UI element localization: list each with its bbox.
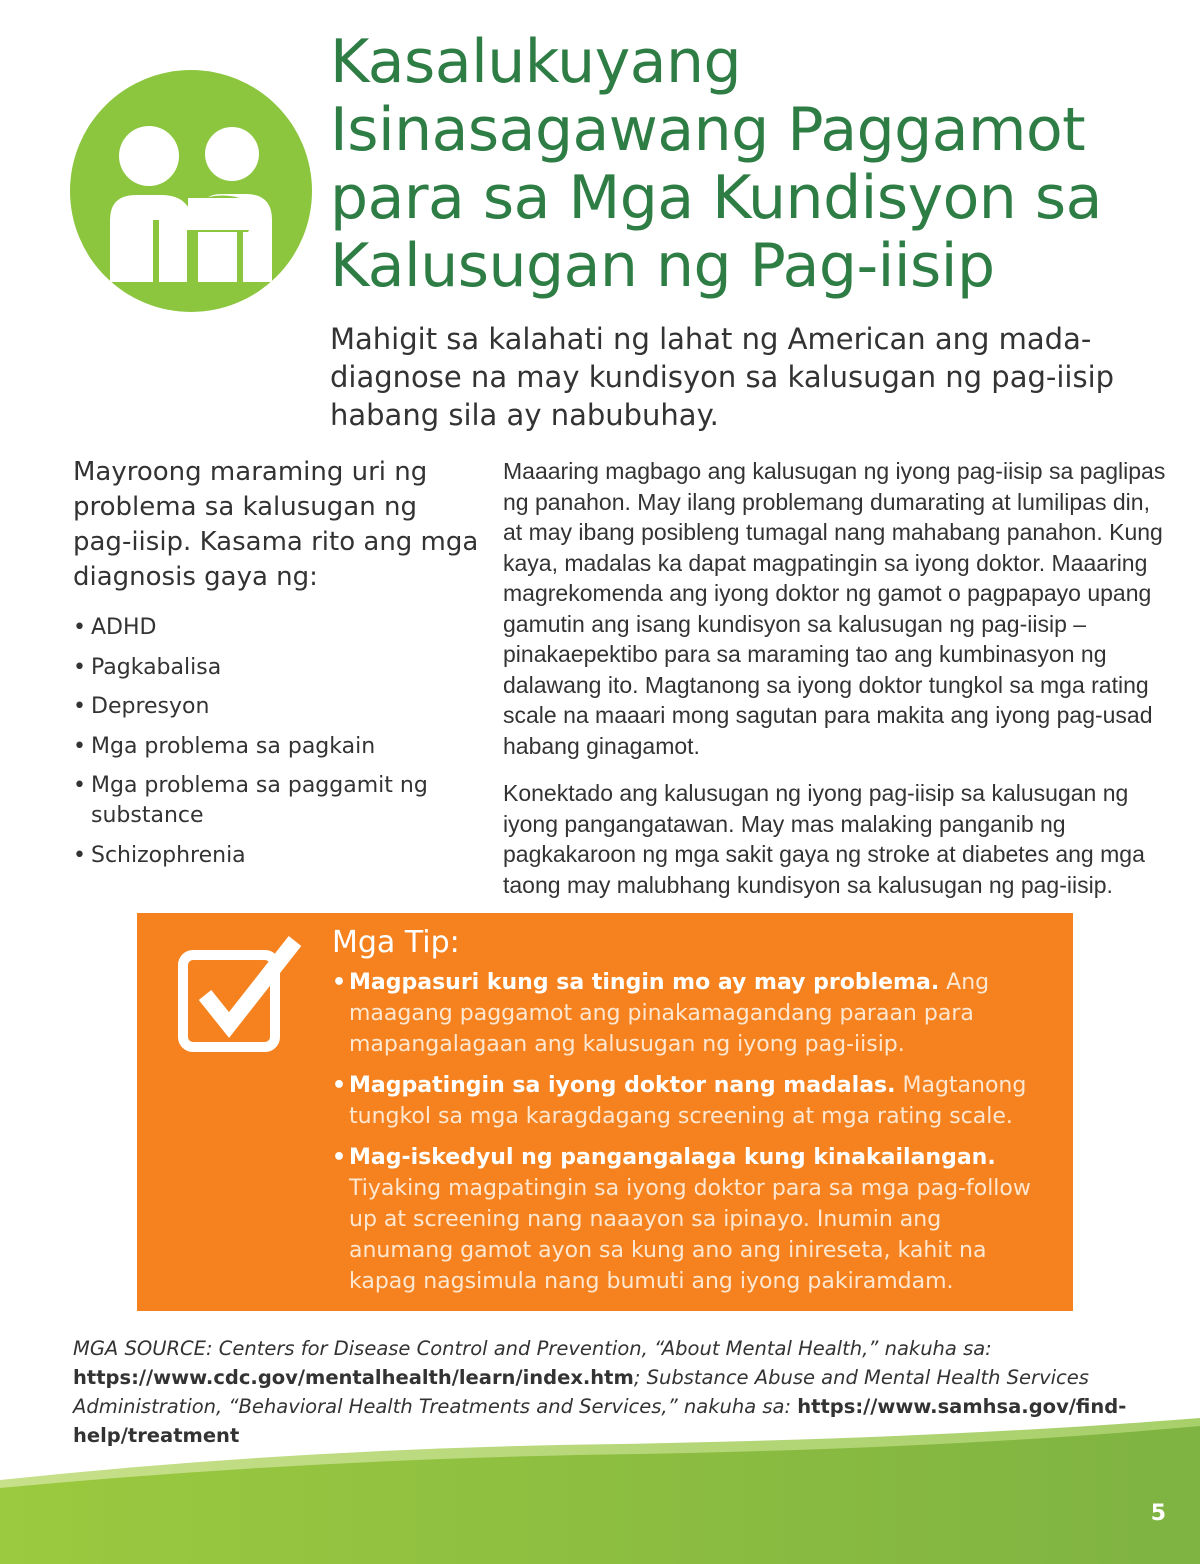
checkbox-icon xyxy=(177,933,307,1053)
list-item: • Schizophrenia xyxy=(73,841,483,871)
left-intro-text: Mayroong maraming uri ng problema sa kalusugan ng pag-iisip. Kasama rito ang mga diagnosis gaya ng: xyxy=(73,457,479,592)
source-link[interactable]: https://www.samhsa.gov/find-help/treatment xyxy=(73,1395,1127,1447)
page-number: 5 xyxy=(1150,1501,1166,1526)
tip-heading: Magpasuri kung sa tingin mo ay may problema. xyxy=(349,970,940,995)
list-item: • Mga problema sa paggamit ng substance xyxy=(73,771,483,831)
people-support-icon xyxy=(70,70,312,312)
tip-item xyxy=(332,1142,1052,1297)
footer-wave xyxy=(0,1418,1200,1564)
sources-text: ; Substance Abuse and Mental Health Services Administration, “Behavioral Health Treatments and Services,” nakuha sa: xyxy=(73,1366,1089,1418)
body-paragraph: Maaaring magbago ang kalusugan ng iyong pag-iisip sa paglipas ng panahon. May ilang problemang dumarating at lumilipas din, at may ibang posibleng tumagal nang mahabang panahon. Kung kaya, madalas ka dapat magpatingin sa iyong doktor. Maaaring magrekomenda ang iyong doktor ng gamot o pagpapayo upang gamutin ang isang kundisyon sa kalusugan ng pag-iisip – pinakaepektibo para sa maraming tao ang kumbinasyon ng dalawang ito. Magtanong sa iyong doktor tungkol sa mga rating scale na maaari mong sagutan para makita ang iyong pag-usad habang ginagamot. xyxy=(503,458,1166,759)
list-item: • Pagkabalisa xyxy=(73,653,483,683)
sources-text: MGA SOURCE: Centers for Disease Control and Prevention, “About Mental Health,” nakuha sa: xyxy=(73,1337,992,1360)
page-title: Kasalukuyang Isinasagawang Paggamot para sa Mga Kundisyon sa Kalusugan ng Pag-iisip xyxy=(330,27,1102,301)
list-item: • Depresyon xyxy=(73,692,483,722)
body-paragraph: Konektado ang kalusugan ng iyong pag-iisip sa kalusugan ng iyong pangangatawan. May mas malaking panganib ng pagkakaroon ng mga sakit gaya ng stroke at diabetes ang mga taong may malubhang kundisyon sa kalusugan ng pag-iisip. xyxy=(503,780,1145,898)
tip-item xyxy=(332,967,1052,1060)
tip-text: Ang maagang paggamot ang pinakamagandang paraan para mapangalagaan ang kalusugan ng iyong pag-iisip. xyxy=(349,970,990,1057)
tip-heading: Magpatingin sa iyong doktor nang madalas. xyxy=(349,1073,896,1098)
tip-text: Magtanong tungkol sa mga karagdagang screening at mga rating scale. xyxy=(349,1073,1027,1129)
page-subtitle: Mahigit sa kalahati ng lahat ng American ang mada-diagnose na may kundisyon sa kalusugan ng pag-iisip habang sila ay nabubuhay. xyxy=(330,322,1115,432)
tips-box xyxy=(137,913,1073,1311)
tip-item xyxy=(332,1070,1052,1132)
tips-title: Mga Tip: xyxy=(332,925,460,960)
list-item: • ADHD xyxy=(73,613,483,643)
tip-text: Tiyaking magpatingin sa iyong doktor para sa mga pag-follow up at screening nang naaayon sa ipinayo. Inumin ang anumang gamot ayon sa kung ano ang inireseta, kahit na kapag nagsimula nang bumuti ang iyong pakiramdam. xyxy=(349,1176,1031,1294)
source-link[interactable]: https://www.cdc.gov/mentalhealth/learn/index.htm xyxy=(73,1366,634,1389)
tips-list xyxy=(332,967,1052,1307)
tip-heading: Mag-iskedyul ng pangangalaga kung kinakailangan. xyxy=(349,1145,996,1170)
list-item: • Mga problema sa pagkain xyxy=(73,732,483,762)
diagnosis-list xyxy=(73,613,483,880)
right-column xyxy=(503,456,1168,917)
